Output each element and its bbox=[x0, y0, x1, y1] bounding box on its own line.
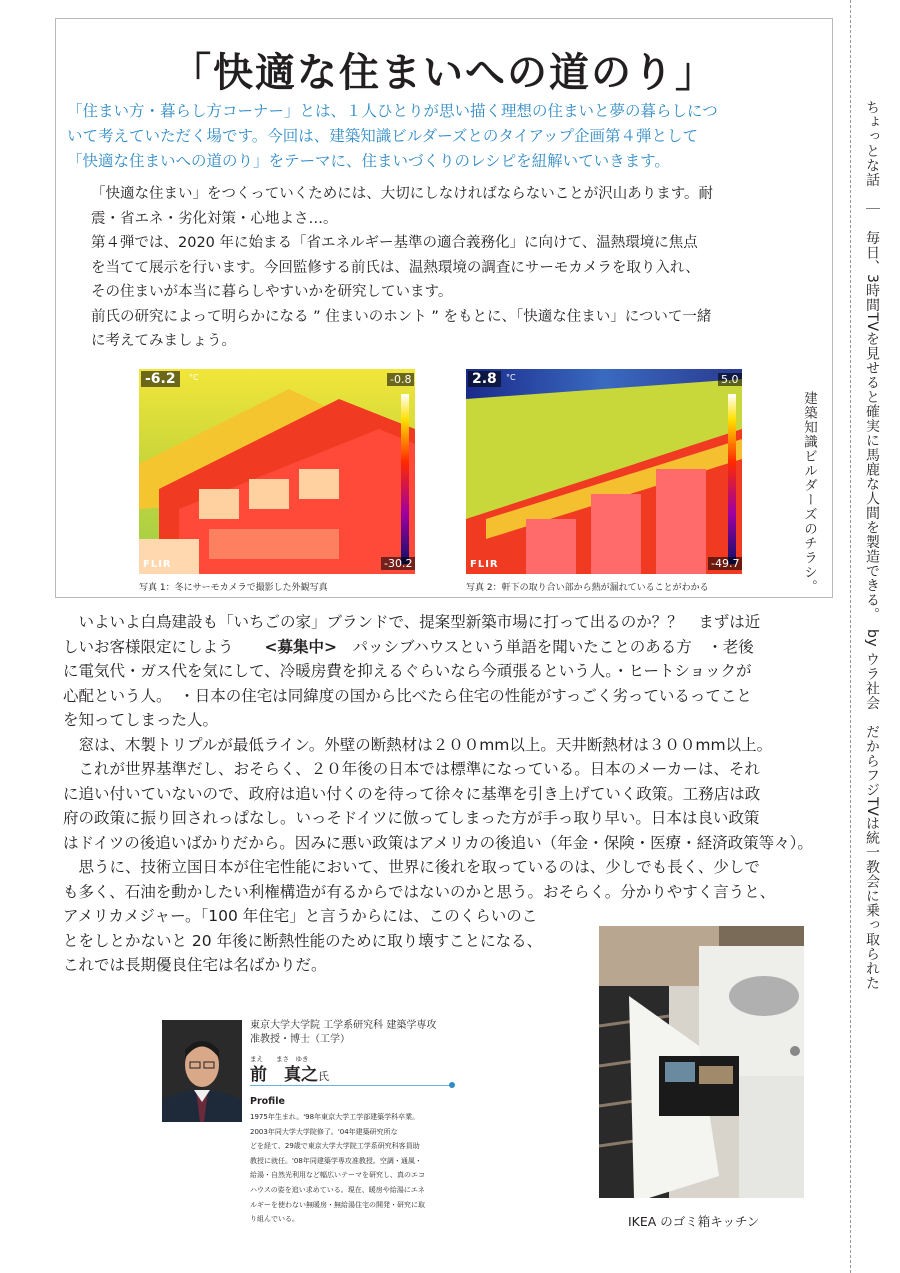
lead-line: 第４弾では、2020 年に始まる「省エネルギー基準の適合義務化」に向けて、温熱環境に焦点 bbox=[91, 235, 698, 251]
article-line bbox=[63, 635, 833, 660]
article-text: 思うに、技術立国日本が住宅性能において、世界に後れを取っているのは、少しでも長く、少しで bbox=[78, 858, 760, 876]
page-divider bbox=[850, 0, 851, 1273]
thermal-scale-min: -49.7 bbox=[708, 557, 742, 570]
flyer-title: 「快適な住まいへの道のり」 bbox=[171, 49, 717, 96]
profile-name-text: 前 真之 bbox=[250, 1065, 318, 1085]
profile-bio-line: り組んでいる。 bbox=[250, 1215, 299, 1224]
flyer-frame bbox=[55, 18, 833, 598]
article-line: はドイツの後追いばかりだから。因みに悪い政策はアメリカの後追い（年金・保険・医療・経済政策等々）。 bbox=[63, 833, 813, 852]
article-line: とをしとかないと 20 年後に断熱性能のために取り壊すことになる、 bbox=[63, 931, 543, 950]
thermal-unit: °C bbox=[506, 373, 516, 382]
profile-divider bbox=[250, 1085, 452, 1086]
recruit-label: <募集中> bbox=[264, 637, 337, 656]
lead-line: 震・省エネ・劣化対策・心地よさ…。 bbox=[91, 210, 338, 227]
intro-line: 「快適な住まいへの道のり」をテーマに、住まいづくりのレシピを紐解いていきます。 bbox=[67, 152, 670, 170]
article-line: これでは長期優良住宅は名ばかりだ。 bbox=[63, 956, 327, 974]
lead-line: を当てて展示を行います。今回監修する前氏は、温熱環境の調査にサーモカメラを取り入れ、 bbox=[91, 259, 700, 276]
thermal-photo-exterior bbox=[139, 369, 415, 574]
thermal-scale-max: -0.8 bbox=[387, 373, 414, 386]
article-text: 窓は、木製トリプルが最低ライン。外壁の断熱材は２００mm以上。天井断熱材は３００mm以上。 bbox=[78, 735, 773, 754]
profile-bio-line: 2003年同大学大学院修了。'04年建築研究所な bbox=[250, 1127, 398, 1136]
profile-bio-line: どを経て、29歳で東京大学大学院工学系研究科客員助 bbox=[250, 1142, 420, 1151]
profile-bio bbox=[250, 1110, 425, 1227]
thermal-reading: -6.2 bbox=[141, 371, 180, 387]
article-line: に電気代・ガス代を気にして、冷暖房費を抑えるぐらいなら今頑張るという人。・ヒートショックが bbox=[63, 662, 752, 680]
profile-honorific: 氏 bbox=[318, 1070, 329, 1083]
article-line: アメリカメジャー。「100 年住宅」と言うからには、このくらいのこ bbox=[63, 907, 538, 925]
article-line: に追い付いていないので、政府は追い付くのを待って徐々に基準を引き上げていく政策。工務店は政 bbox=[63, 784, 761, 803]
article-text: パッシブハウスという単語を聞いたことのある方 ・老後 bbox=[337, 637, 754, 656]
kitchen-caption: IKEA のゴミ箱キッチン bbox=[628, 1214, 760, 1229]
kitchen-photo bbox=[599, 926, 804, 1198]
lead-line: 前氏の研究によって明らかになる ” 住まいのホント ” をもとに、「快適な住まい」について一緒 bbox=[91, 308, 712, 325]
profile-affiliation-line: 東京大学大学院 工学系研究科 建築学専攻 bbox=[250, 1020, 437, 1031]
article-line: 府の政策に振り回されっぱなし。いっそドイツに倣ってしまった方が手っ取り早い。日本は良い政策 bbox=[63, 809, 760, 827]
profile-name-ruby: まえ まさ ゆき bbox=[250, 1055, 309, 1063]
profile-heading: Profile bbox=[250, 1096, 285, 1107]
article-line bbox=[63, 733, 833, 758]
lead-line: その住まいが本当に暮らしやすいかを研究しています。 bbox=[91, 284, 453, 300]
profile-divider-dot bbox=[449, 1082, 455, 1088]
article-line bbox=[63, 855, 833, 880]
article-line: も多く、石油を動かしたい利権構造が有るからではないのかと思う。おそらく。分かりやすく言うと、 bbox=[63, 882, 776, 901]
photo-caption: 写真 1：冬にサーモカメラで撮影した外観写真 bbox=[139, 583, 328, 593]
profile-bio-line: 教授に就任。'08年同建築学専攻准教授。空調・通風・ bbox=[250, 1156, 422, 1165]
article-body bbox=[63, 610, 833, 978]
profile-portrait bbox=[162, 1020, 242, 1122]
thermal-scale-min: -30.2 bbox=[381, 557, 415, 570]
profile-bio-line: ハウスの姿を追い求めている。現在、暖房や給湯にエネ bbox=[250, 1185, 425, 1194]
thermal-photo-eaves bbox=[466, 369, 742, 574]
profile-affiliation-line: 准教授・博士（工学） bbox=[250, 1034, 350, 1045]
profile-bio-line: 給湯・自然光利用など幅広いテーマを研究し、真のエコ bbox=[250, 1171, 425, 1180]
flyer-side-caption: 建築知識ビルダーズのチラシ。 bbox=[801, 391, 817, 594]
flir-logo: FLIR bbox=[470, 559, 499, 570]
article-line: を知ってしまった人。 bbox=[63, 711, 219, 729]
article-text: これが世界基準だし、おそらく、２０年後の日本では標準になっている。日本のメーカーは、それ bbox=[78, 760, 760, 778]
profile-bio-line: ルギーを使わない無暖房・無給湯住宅の開発・研究に取 bbox=[250, 1200, 425, 1209]
intro-line: いて考えていただく場です。今回は、建築知識ビルダーズとのタイアップ企画第４弾として bbox=[67, 127, 699, 145]
thermal-reading: 2.8 bbox=[468, 371, 501, 387]
flyer-lead bbox=[91, 182, 821, 354]
flyer-intro bbox=[67, 99, 827, 174]
right-vertical-note: ちょっとな話 ｜ 毎日、3時間TVを見せると確実に馬鹿な人間を製造できる。 by ウラ社会 だからフジTVは統一教会に乗っ取られた bbox=[864, 100, 880, 991]
thermal-scale-max: 5.0 bbox=[718, 373, 742, 386]
flir-logo: FLIR bbox=[143, 559, 172, 570]
photo-caption: 写真 2：軒下の取り合い部から熱が漏れていることがわかる bbox=[466, 583, 709, 593]
profile-affiliation bbox=[250, 1019, 436, 1047]
thermal-unit: °C bbox=[189, 373, 199, 382]
intro-line: 「住まい方・暮らし方コーナー」とは、１人ひとりが思い描く理想の住まいと夢の暮らしにつ bbox=[67, 102, 718, 120]
lead-line: 「快適な住まい」をつくっていくためには、大切にしなければならないことが沢山あります。耐 bbox=[91, 186, 714, 202]
article-line bbox=[63, 757, 833, 782]
article-line: 心配という人。 ・日本の住宅は同緯度の国から比べたら住宅の性能がすっごく劣っているってこと bbox=[63, 686, 752, 705]
lead-line: に考えてみましょう。 bbox=[91, 333, 236, 349]
profile-bio-line: 1975年生まれ。'98年東京大学工学部建築学科卒業。 bbox=[250, 1113, 420, 1121]
profile-name bbox=[250, 1060, 329, 1085]
article-line bbox=[63, 610, 833, 635]
article-text: いよいよ白鳥建設も「いちごの家」ブランドで、提案型新築市場に打って出るのか？？ まずは近 bbox=[78, 613, 761, 631]
article-text: しいお客様限定にしよう bbox=[63, 637, 265, 656]
